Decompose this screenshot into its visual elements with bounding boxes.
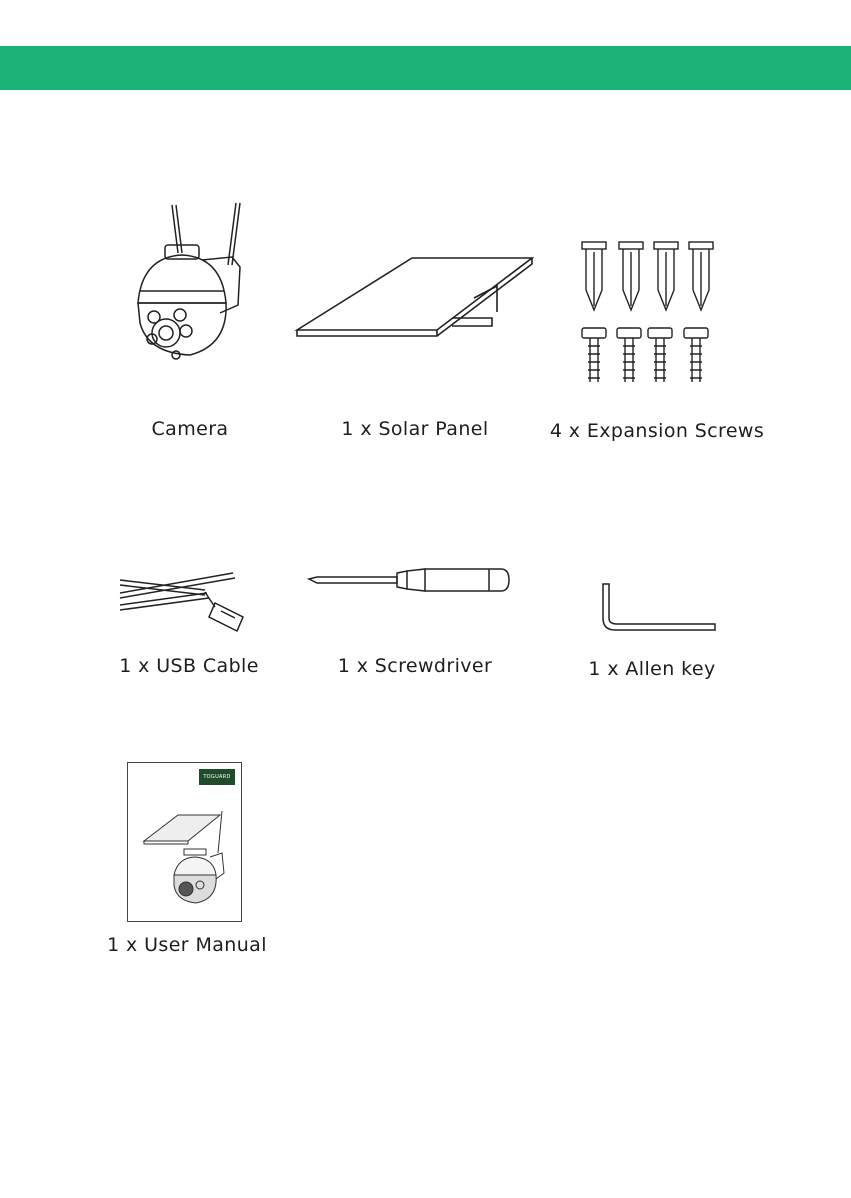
item-label: 1 x Solar Panel <box>341 418 489 440</box>
screwdriver-icon <box>305 565 515 597</box>
item-label: 4 x Expansion Screws <box>549 420 765 442</box>
item-label: 1 x User Manual <box>107 934 267 956</box>
header-bar <box>0 46 851 90</box>
camera-icon <box>130 195 250 375</box>
solar-panel-icon <box>292 250 567 350</box>
expansion-screws-icon <box>580 240 720 385</box>
item-label: Camera <box>151 418 229 440</box>
item-label: 1 x USB Cable <box>119 655 259 677</box>
usb-cable-icon <box>115 565 250 640</box>
allen-key-icon <box>595 580 720 635</box>
manual-brand-tag: TOGUARD <box>199 769 235 785</box>
item-label: 1 x Screwdriver <box>337 655 493 677</box>
item-label: 1 x Allen key <box>588 658 716 680</box>
manual-cover-illustration-icon <box>140 793 235 908</box>
manual-cover <box>127 762 242 922</box>
